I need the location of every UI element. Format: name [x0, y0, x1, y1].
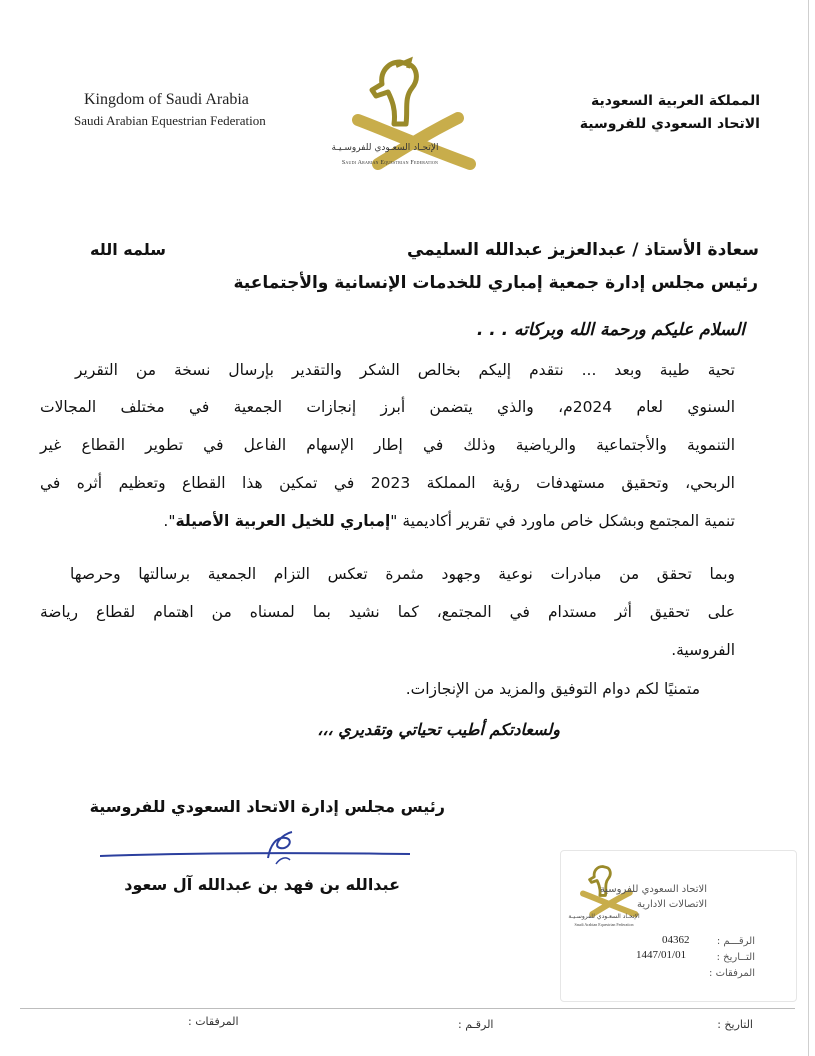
footer-number-label: الرقـم :: [458, 1018, 494, 1031]
academy-name: إمباري للخيل العربية الأصيلة: [175, 512, 391, 530]
footer-divider: [20, 1008, 795, 1009]
stamp-org: الاتحاد السعودي للفروسية: [599, 884, 707, 895]
stamp-date-label: التــاريخ :: [716, 952, 755, 963]
recipient-position: رئيس مجلس إدارة جمعية إمباري للخدمات الإنسانية والأجتماعية: [233, 273, 758, 293]
header-ar-federation: الاتحاد السعودي للفروسية: [579, 116, 760, 132]
body-line: السنوي لعام 2024م، والذي يتضمن أبرز إنجازات الجمعية في مختلف المجالات: [40, 398, 736, 416]
body-line: وبما تحقق من مبادرات نوعية وجهود مثمرة تعكس التزام الجمعية برسالتها وحرصها: [70, 565, 735, 583]
handwritten-signature: [100, 828, 420, 868]
horse-cross-logo-icon: [330, 52, 480, 177]
regards-line: ولسعادتكم أطيب تحياتي وتقديري ،،،: [317, 720, 560, 739]
header-ar-country: المملكة العربية السعودية: [591, 93, 760, 109]
body-line: تحية طيبة وبعد ... نتقدم إليكم بخالص الشكر والتقدير بإرسال نسخة من التقرير: [75, 361, 735, 379]
signature-icon: [100, 828, 420, 868]
logo-ar-text: الإتحـاد السعـودي للفروسـيـة: [331, 143, 439, 153]
signatory-name: عبدالله بن فهد بن عبدالله آل سعود: [124, 875, 400, 894]
body-line: الربحي، وتحقيق مستهدفات رؤية المملكة 2023 في تمكين هذا القطاع وتعظيم أثره في: [40, 474, 735, 492]
footer-attachments-label: المرفقات :: [188, 1015, 239, 1028]
header-en-country: Kingdom of Saudi Arabia: [84, 91, 249, 108]
recipient-title: سعادة الأستاذ / عبدالعزيز عبدالله السليمي: [406, 240, 759, 260]
body-text: ".: [163, 512, 176, 530]
stamp-number-label: الرقـــم :: [716, 936, 755, 947]
page-edge: [808, 0, 809, 1056]
stamp-logo-ar: الإتحـاد السعـودي للفروسـيـة: [568, 913, 640, 920]
footer-date-label: التاريخ :: [717, 1018, 753, 1031]
federation-logo: [330, 52, 480, 177]
signatory-title: رئيس مجلس إدارة الاتحاد السعودي للفروسية: [89, 797, 445, 816]
greeting: السلام عليكم ورحمة الله وبركاته . . .: [476, 320, 745, 340]
body-text: تنمية المجتمع وبشكل خاص ماورد في تقرير أكاديمية ": [390, 512, 735, 530]
stamp-number-value: 04362: [662, 934, 690, 946]
body-line: الفروسية.: [671, 641, 735, 659]
stamp-attachments-label: المرفقات :: [709, 968, 755, 979]
closing-line: متمنيًا لكم دوام التوفيق والمزيد من الإنجازات.: [405, 680, 700, 698]
header-en-federation: Saudi Arabian Equestrian Federation: [74, 113, 266, 128]
stamp-date-value: 1447/01/01: [636, 949, 687, 961]
stamp-dept: الاتصالات الادارية: [637, 899, 707, 910]
salutation-tag: سلمه الله: [90, 240, 166, 259]
stamp-logo-en: Saudi Arabian Equestrian Federation: [574, 922, 634, 927]
body-line: على تحقيق أثر مستدام في المجتمع، كما نشيد بما لمسناه من اهتمام لقطاع رياضة: [40, 603, 735, 621]
body-line-last: [163, 512, 735, 530]
body-line: التنموية والأجتماعية والرياضية وذلك في إطار الإسهام الفاعل في تطوير القطاع غير: [40, 436, 735, 454]
logo-en-text: Saudi Arabian Equestrian Federation: [341, 160, 439, 166]
